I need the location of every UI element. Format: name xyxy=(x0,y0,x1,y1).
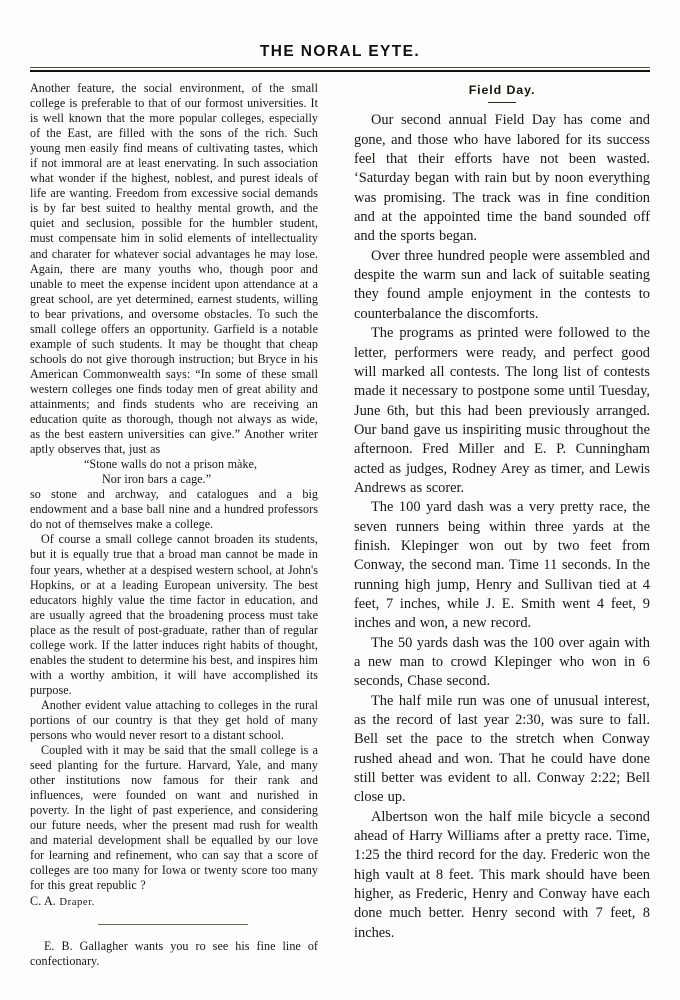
verse-line-1: “Stone walls do not a prison màke, xyxy=(84,457,258,472)
filler-notice-text: E. B. Gallagher wants you ro see his fine line of confectionary. xyxy=(30,938,318,968)
masthead xyxy=(30,0,650,72)
column-gutter xyxy=(324,81,352,997)
right-paragraph: The 100 yard dash was a very pretty race, the seven runners being within three yards at the finish. Klepinger won out by two feet from Conway, the second man. Time 11 seconds. In the running high jump, Henry and Sullivan tied at 4 feet, 7 inches, while J. E. Smith went 4 feet, 9 inches and won, a new record. xyxy=(354,499,650,632)
right-paragraph: The 50 yards dash was the 100 over again with a new man to crowd Klepinger who won in 6 seconds, Chase second. xyxy=(354,634,650,690)
article-byline xyxy=(30,894,318,910)
masthead-rule-thick xyxy=(30,70,650,73)
right-column xyxy=(352,81,650,997)
byline-surname: Draper. xyxy=(59,896,95,908)
left-paragraph: Another feature, the social environment, of the small college is preferable to that of our formost universities. It is well known that the more popular colleges, especially of the East, are filled with the sons of the rich. Such young men easily find means of cultivating tastes, which if not immoral are at least enervating. In such association what wonder if the highest, noblest, and purest ideals of life are wanting. Freedom from excessive social demands is by far best suited to healthy mental growth, and the quiet and seclusion, possible for the humbler student, must compensate him in solid elements of intellectuality and charater for whatever social advantages he may lose. Again, there are many youths who, though poor and unable to meet the expense incident upon attendance at a great school, are yet determined, earnest students, willing to bear privations, and oversome obstacles. To such the small college offers an opportunity. Garfield is a notable example of such students. It may be thought that cheap schools do not give thorough instruction; but Bryce in his American Commonwealth says: “In some of these small western colleges one finds today men of great ability and attainments; and finds students who are receiving an education quite as thorough, though not always as wide, as the best eastern universities can give.” Another writer aptly observes that, just as xyxy=(30,81,318,457)
right-paragraph: Our second annual Field Day has come and gone, and those who have labored for its success feel that their efforts have not been wasted. ‘Saturday began with rain but by noon everything was promising. The track was in fine condition and at the appointed time the band sounded off and the sports began. xyxy=(354,112,650,245)
right-paragraph: Albertson won the half mile bicycle a second ahead of Harry Williams after a pretty race. Time, 1:25 the third record for the day. Frederic won the high vault at 8 feet. This mark should have been higher, as Frederic, Henry and Conway have each done much better. Henry second with 7 feet, 8 inches. xyxy=(354,808,650,941)
column-container xyxy=(30,81,650,997)
masthead-rule-thin xyxy=(30,67,650,68)
left-column xyxy=(30,81,324,997)
left-paragraph: Coupled with it may be said that the small college is a seed planting for the furture. Harvard, Yale, and many other institutions now famous for their rank and influences, were founded on want and nurished in poverty. In the light of past experience, and considering our future needs, wher the present mad rush for wealth and material development shall be equalled by our love for learning and refinement, who can say that a score of colleges are too many for Iowa or twenty score too many for this great republic ? xyxy=(30,743,318,893)
section-divider xyxy=(98,924,248,925)
byline-initials: C. A. xyxy=(30,893,60,908)
section-heading-field-day: Field Day. xyxy=(468,83,536,97)
section-heading-rule xyxy=(488,102,516,103)
filler-notice xyxy=(30,939,318,969)
left-paragraph: Of course a small college cannot broaden its students, but it is equally true that a broad man cannot be made in four years, whether at a despised western school, at John's Hopkins, or at a leading European university. The best educators highly value the time factor in education, and are usually agreed that the broadening process must take place as the result of post-graduate, rather than of regular college work. If the latter induces right habits of thought, enables the student to determine his best, and inspires him with a worthy ambition, it will have accomplished its purpose. xyxy=(30,532,319,697)
verse-quote xyxy=(30,457,318,487)
page-title: THE NORAL EYTE. xyxy=(259,43,421,60)
left-paragraph: Another evident value attaching to colleges in the rural portions of our country is that they get hold of many persons who would never resort to a distant school. xyxy=(30,697,318,743)
masthead-rules xyxy=(30,67,650,73)
verse-line-2: Nor iron bars a cage.” xyxy=(102,472,212,487)
right-paragraph: Over three hundred people were assembled and despite the warm sun and lack of suitable seating they found ample enjoyment in the contests to counterbalance the discomforts. xyxy=(354,247,650,322)
left-paragraph: so stone and archway, and catalogues and a big endowment and a base ball nine and a hundred professors do not of themselves make a college. xyxy=(30,487,318,532)
right-paragraph: The half mile run was one of unusual interest, as the record of last year 2:30, was sure to fall. Bell set the pace to the stretch when Conway rushed ahead and won. That he could have done still better was evident to all. Conway 2:22; Bell close up. xyxy=(354,692,650,806)
right-paragraph: The programs as printed were followed to the letter, performers were ready, and perfect good will marked all contests. The long list of contests made it necessary to postpone some until Tuesday, June 6th, but this had been previously arranged. Our band gave us inspiriting music throughout the afternoon. Fred Miller and E. P. Cunningham acted as judges, Rodney Arey as timer, and Lewis Andrews as scorer. xyxy=(354,325,650,496)
